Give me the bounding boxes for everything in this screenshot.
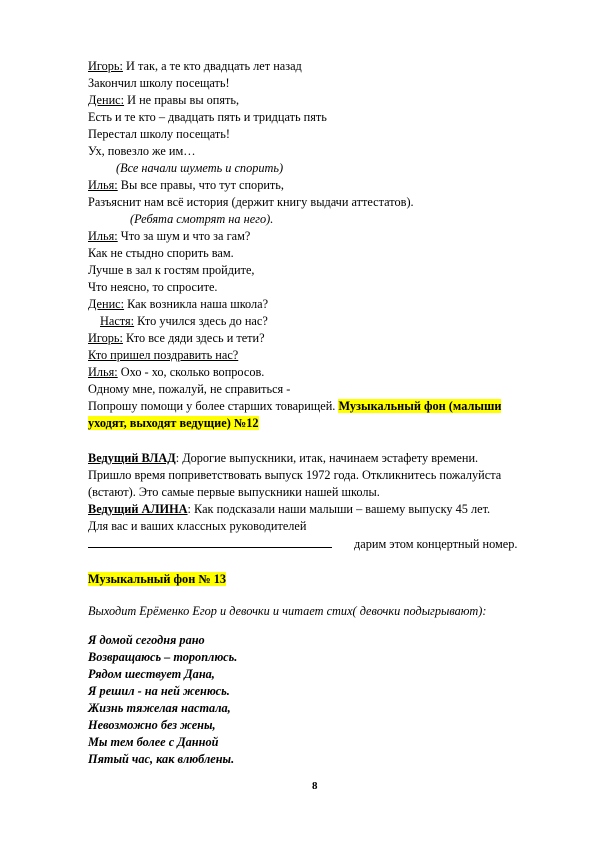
dialogue-line: Лучше в зал к гостям пройдите, xyxy=(88,263,255,277)
music-cue-12-continued: уходят, выходят ведущие) №12 xyxy=(88,416,259,430)
dialogue-text: И не правы вы опять, xyxy=(124,93,240,107)
dialogue-line xyxy=(88,92,239,108)
dialogue-line: Закончил школу посещать! xyxy=(88,76,230,90)
paragraph-line: (встают). Это самые первые выпускники нашей школы. xyxy=(88,485,380,499)
dialogue-line xyxy=(88,228,250,244)
dialogue-text: Охо - хо, сколько вопросов. xyxy=(117,365,265,379)
dialogue-line xyxy=(88,364,264,380)
dialogue-line: Перестал школу посещать! xyxy=(88,127,230,141)
speaker-name: Денис: xyxy=(88,93,125,107)
speaker-name: Игорь: xyxy=(88,59,123,73)
dialogue-text: Кто все дяди здесь и тети? xyxy=(122,331,265,345)
stage-note: (Все начали шуметь и спорить) xyxy=(116,161,284,175)
poem-line: Я решил - на ней женюсь. xyxy=(88,684,230,698)
paragraph-line: Пришло время поприветствовать выпуск 1972 года. Откликнитесь пожалуйста xyxy=(88,468,502,482)
music-cue-12: Музыкальный фон (малыши xyxy=(338,399,502,413)
poem-line: Невозможно без жены, xyxy=(88,718,216,732)
host-vlad-text: : Дорогие выпускники, итак, начинаем эстафету времени. xyxy=(175,451,479,465)
music-cue-line xyxy=(88,571,226,587)
host-alina-text: : Как подсказали наши малыши – вашему выпуску 45 лет. xyxy=(187,502,491,516)
host-line xyxy=(88,501,490,517)
host-line xyxy=(88,450,478,466)
paragraph-line: дарим этом концертный номер. xyxy=(354,537,518,551)
dialogue-line: Разъяснит нам всё история (держит книгу выдачи аттестатов). xyxy=(88,195,414,209)
poem-line: Рядом шествует Дана, xyxy=(88,667,215,681)
dialogue-line xyxy=(88,330,265,346)
dialogue-line xyxy=(88,58,302,74)
poem-line: Возвращаюсь – тороплюсь. xyxy=(88,650,238,664)
poem-line: Я домой сегодня рано xyxy=(88,633,205,647)
dialogue-line: Есть и те кто – двадцать пять и тридцать пять xyxy=(88,110,327,124)
dialogue-line: Ух, повезло же им… xyxy=(88,144,196,158)
dialogue-line xyxy=(88,177,284,193)
dialogue-text: Попрошу помощи у более старших товарищей. xyxy=(88,399,336,413)
music-cue-13: Музыкальный фон № 13 xyxy=(88,572,227,586)
dialogue-text: Как возникла наша школа? xyxy=(124,297,269,311)
stage-direction: Выходит Ерёменко Егор и девочки и читает стих( девочки подыгрывают): xyxy=(88,604,487,618)
dialogue-text: И так, а те кто двадцать лет назад xyxy=(122,59,302,73)
speaker-name: Илья: xyxy=(88,178,118,192)
dialogue-line: Что неясно, то спросите. xyxy=(88,280,218,294)
host-vlad-label: Ведущий ВЛАД xyxy=(88,451,176,465)
dialogue-line: Одному мне, пожалуй, не справиться - xyxy=(88,382,291,396)
dialogue-text: Кто учился здесь до нас? xyxy=(134,314,268,328)
speaker-name: Денис: xyxy=(88,297,125,311)
poem-line: Пятый час, как влюблены. xyxy=(88,752,235,766)
dialogue-line: Как не стыдно спорить вам. xyxy=(88,246,234,260)
dialogue-line xyxy=(100,313,268,329)
dialogue-line xyxy=(88,398,501,414)
speaker-name: Игорь: xyxy=(88,331,123,345)
blank-fill-line xyxy=(88,547,332,548)
speaker-name: Настя: xyxy=(100,314,135,328)
dialogue-line xyxy=(88,296,268,312)
poem-line: Мы тем более с Данной xyxy=(88,735,219,749)
dialogue-line: Кто пришел поздравить нас? xyxy=(88,348,239,362)
host-alina-label: Ведущий АЛИНА xyxy=(88,502,188,516)
speaker-name: Илья: xyxy=(88,365,118,379)
music-cue-line xyxy=(88,415,259,431)
dialogue-text: Что за шум и что за гам? xyxy=(117,229,251,243)
stage-note: (Ребята смотрят на него). xyxy=(130,212,274,226)
speaker-name: Илья: xyxy=(88,229,118,243)
dialogue-text: Вы все правы, что тут спорить, xyxy=(117,178,284,192)
poem-line: Жизнь тяжелая настала, xyxy=(88,701,231,715)
page-number: 8 xyxy=(312,780,318,792)
paragraph-line: Для вас и ваших классных руководителей xyxy=(88,519,307,533)
